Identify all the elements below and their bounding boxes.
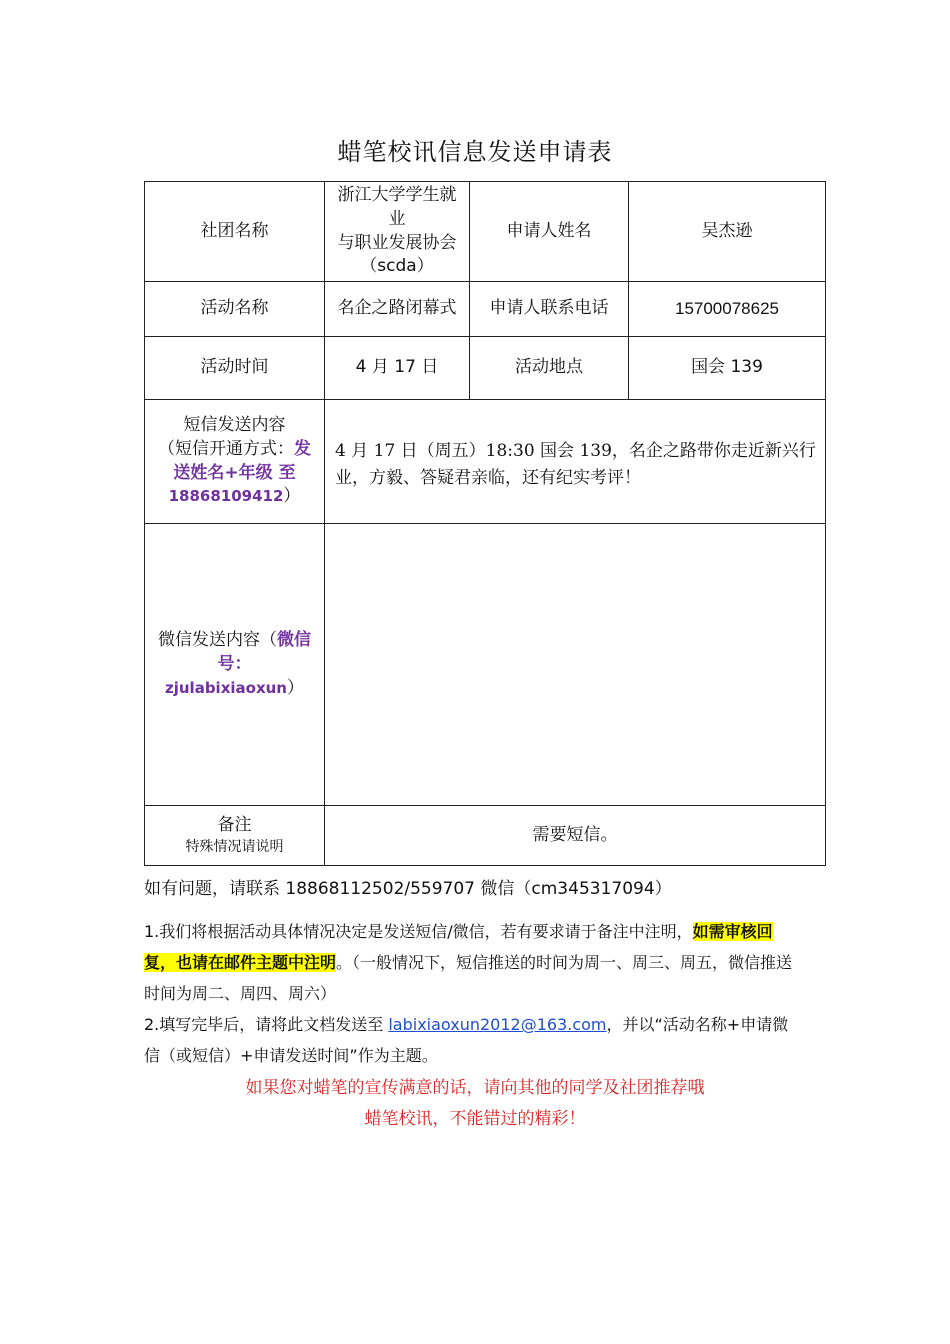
instructions xyxy=(144,916,804,1071)
club-name-line: 与职业发展协会 xyxy=(337,232,457,253)
contact-line: 如有问题，请联系 18868112502/559707 微信（cm345317094） xyxy=(144,879,672,899)
event-name-value[interactable]: 名企之路闭幕式 xyxy=(325,282,470,337)
remark-label xyxy=(145,806,325,866)
wechat-content-label xyxy=(145,524,325,806)
sms-content-label xyxy=(145,400,325,524)
instruction-2 xyxy=(144,1009,804,1071)
wechat-label-line2 xyxy=(151,677,318,701)
instruction-1-suffix: 。（一般情况下，短信推送的时间为周一、周三、周五，微信推送时间为周二、周四、周六） xyxy=(144,953,793,1003)
instruction-2-suffix: ，并以“活动名称+申请微信（或短信）+申请发送时间”作为主题。 xyxy=(144,1015,789,1065)
club-name-line: （scda） xyxy=(360,256,434,277)
sms-content-value[interactable]: 4 月 17 日（周五）18:30 国会 139，名企之路带你走近新兴行业，方毅、答疑君亲临，还有纪实考评！ xyxy=(325,400,826,524)
event-time-label: 活动时间 xyxy=(145,337,325,400)
table-row xyxy=(145,282,826,337)
wechat-content-value[interactable] xyxy=(325,524,826,806)
wechat-label-suffix: ） xyxy=(286,677,304,698)
page-title: 蜡笔校讯信息发送申请表 xyxy=(337,138,613,166)
table-row xyxy=(145,182,826,282)
sms-label-prefix: （短信开通方式： xyxy=(158,438,294,459)
remark-title: 备注 xyxy=(217,814,252,835)
wechat-label-prefix: 微信发送内容（ xyxy=(158,629,277,650)
sms-label-number: 18868109412 xyxy=(168,487,284,506)
table-row xyxy=(145,524,826,806)
sms-label-suffix: ） xyxy=(283,486,301,507)
instruction-1 xyxy=(144,916,804,1009)
instruction-2-prefix: 2.填写完毕后，请将此文档发送至 xyxy=(144,1015,389,1034)
email-link[interactable]: labixiaoxun2012@163.com xyxy=(388,1015,607,1034)
table-row xyxy=(145,806,826,866)
applicant-phone-label: 申请人联系电话 xyxy=(470,282,629,337)
wechat-label-highlight: 微信号： xyxy=(217,629,311,674)
event-name-label: 活动名称 xyxy=(145,282,325,337)
club-name-line: 浙江大学学生就业 xyxy=(337,185,457,229)
instruction-1-highlight: 如需审核回复，也请在邮件主题中注明 xyxy=(144,922,773,972)
table-row xyxy=(145,400,826,524)
applicant-phone-value[interactable]: 15700078625 xyxy=(629,282,826,337)
event-place-label: 活动地点 xyxy=(470,337,629,400)
club-name-value[interactable] xyxy=(325,182,470,282)
footer-line-2: 蜡笔校讯，不能错过的精彩！ xyxy=(364,1109,586,1129)
event-time-value[interactable]: 4 月 17 日 xyxy=(325,337,470,400)
table-row xyxy=(145,337,826,400)
applicant-name-value[interactable]: 吴杰逊 xyxy=(629,182,826,282)
sms-label-number-line xyxy=(151,485,318,509)
application-form xyxy=(144,181,826,866)
event-place-value[interactable]: 国会 139 xyxy=(629,337,826,400)
remark-subtitle: 特殊情况请说明 xyxy=(185,838,284,855)
instruction-1-prefix: 1.我们将根据活动具体情况决定是发送短信/微信，若有要求请于备注中注明， xyxy=(144,922,693,941)
wechat-label-line1 xyxy=(151,629,318,677)
wechat-label-id: zjulabixiaoxun xyxy=(165,678,287,697)
remark-value[interactable]: 需要短信。 xyxy=(325,806,826,866)
sms-label-title: 短信发送内容 xyxy=(183,415,286,436)
footer-line-1: 如果您对蜡笔的宣传满意的话，请向其他的同学及社团推荐哦 xyxy=(245,1078,705,1098)
sms-label-method xyxy=(151,438,318,486)
sms-label-highlight: 发送姓名+年级 至 xyxy=(173,438,311,483)
applicant-name-label: 申请人姓名 xyxy=(470,182,629,282)
club-name-label: 社团名称 xyxy=(145,182,325,282)
